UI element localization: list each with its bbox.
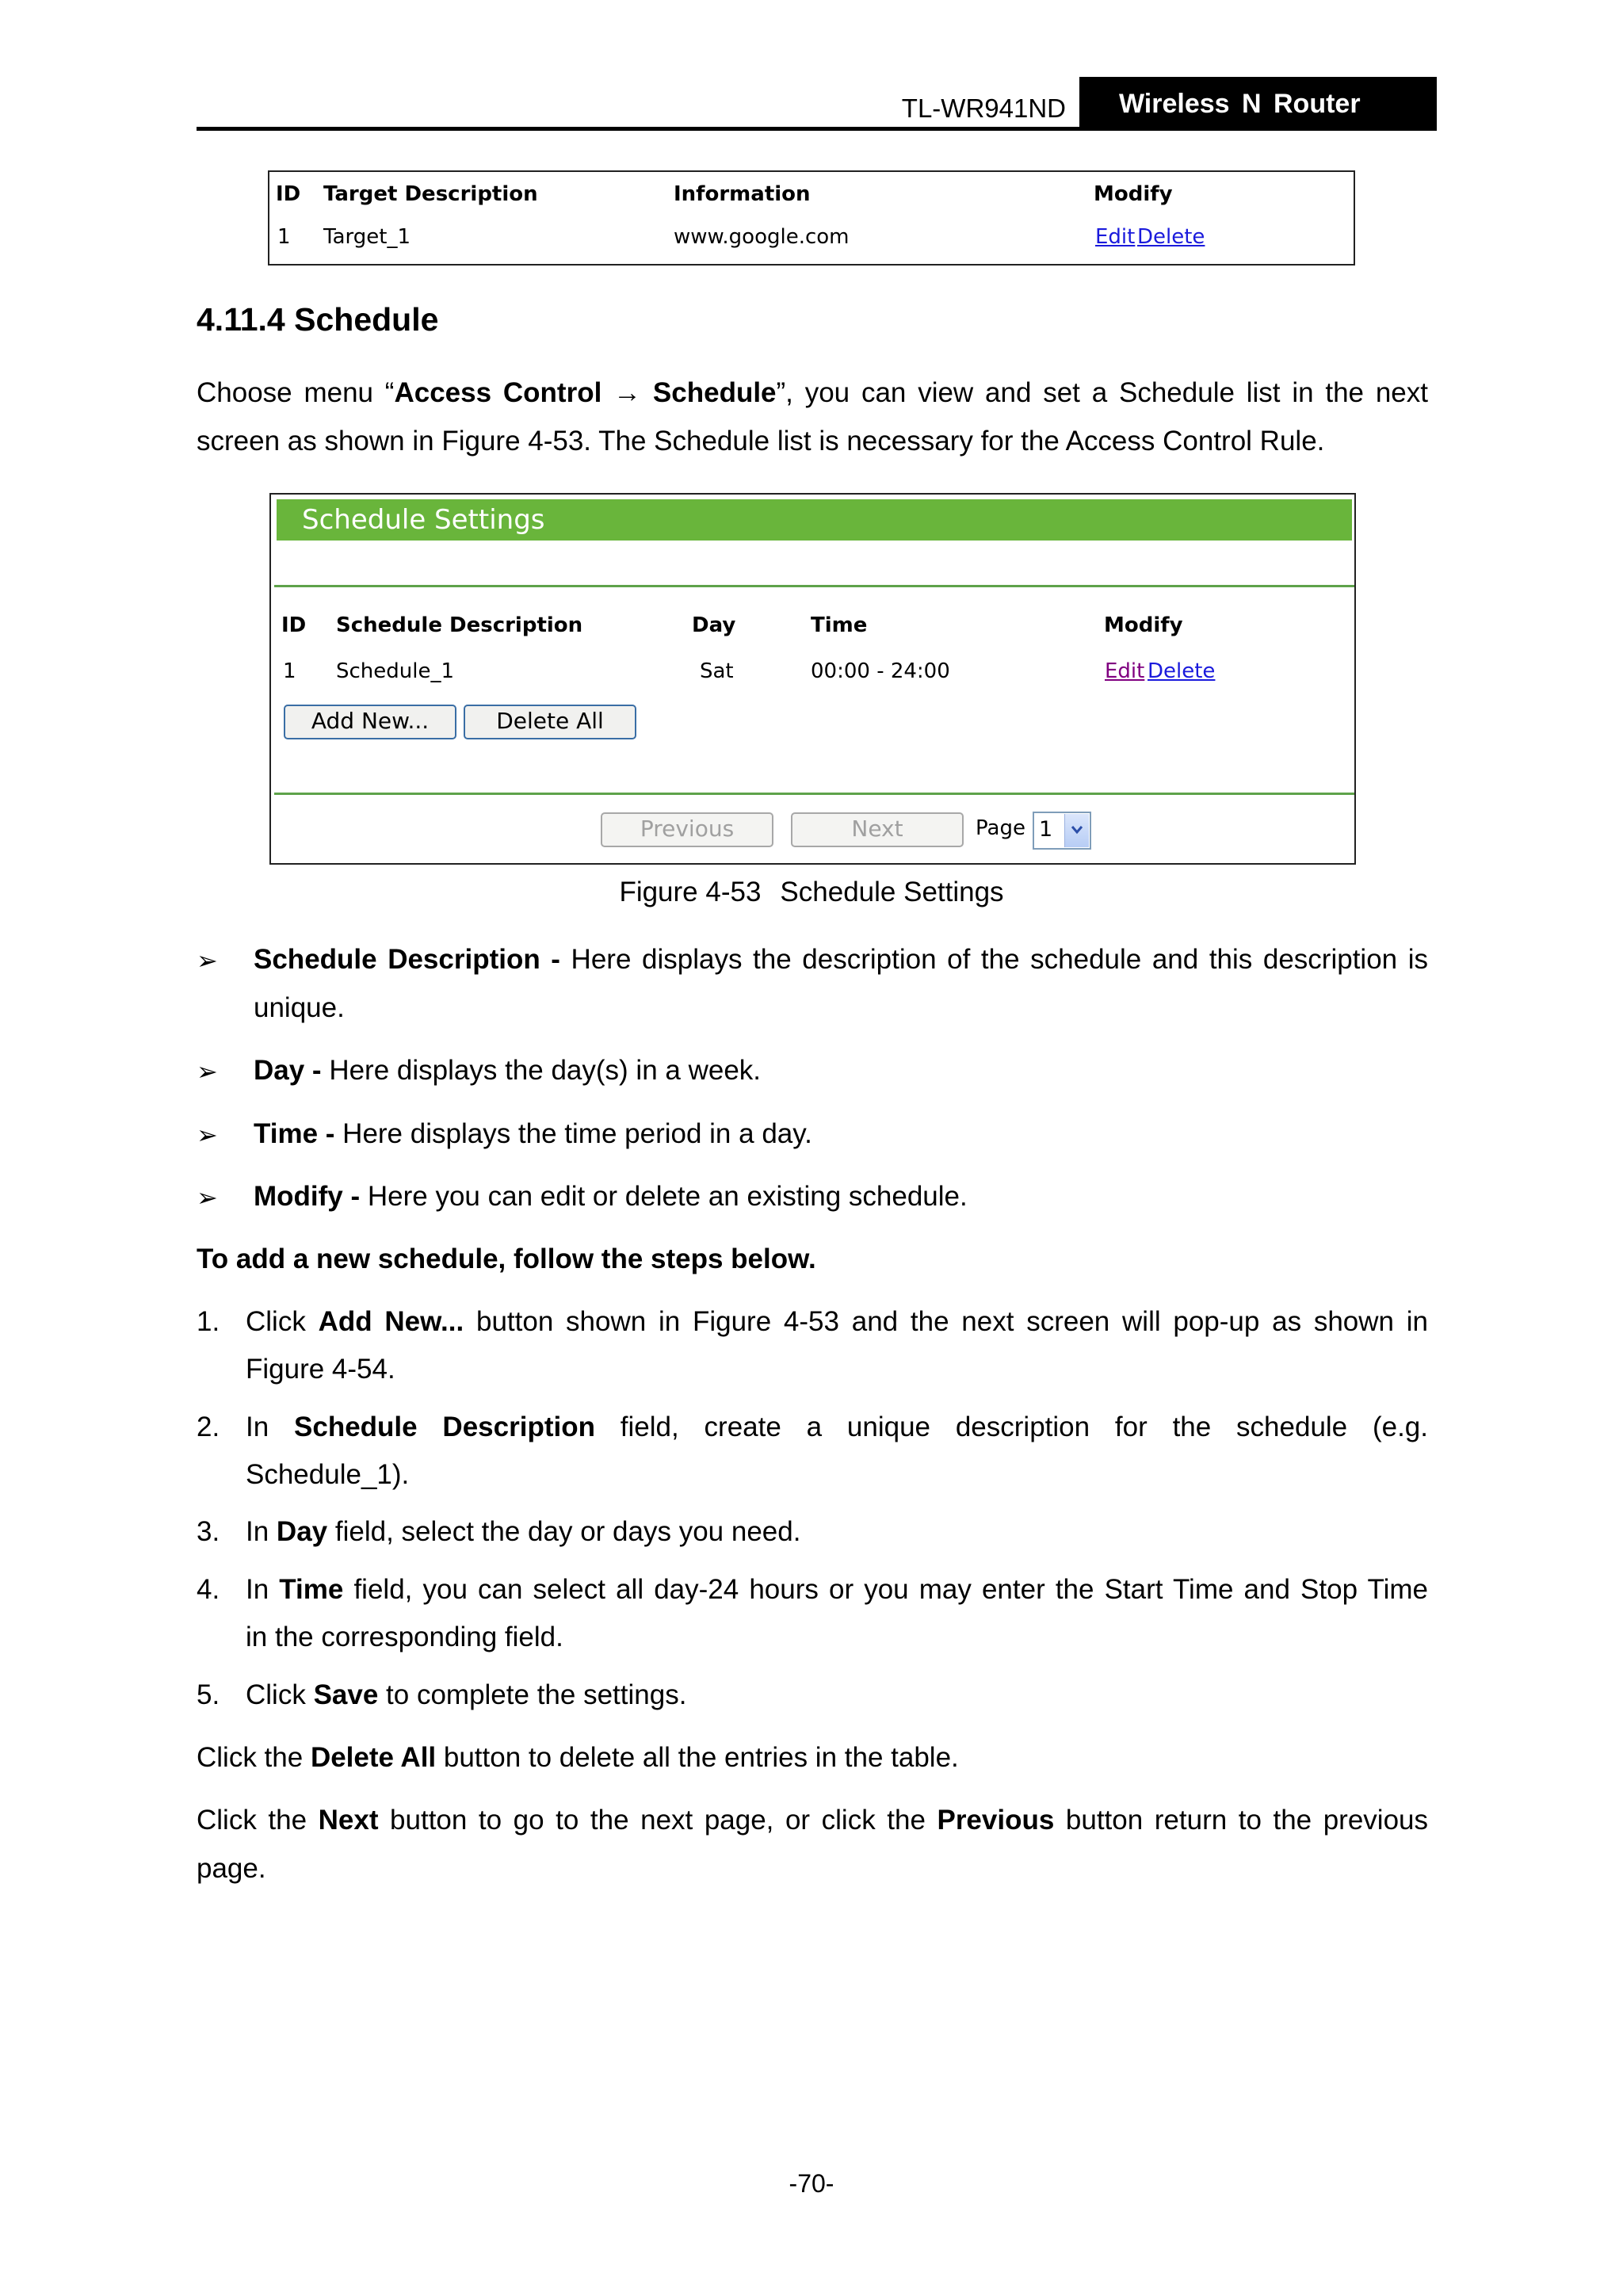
target-header-description: Target Description <box>323 182 538 206</box>
target-delete-link[interactable]: Delete <box>1137 225 1205 249</box>
next-previous-note-cont: page. <box>197 1853 266 1884</box>
step-2: In Schedule Description field, create a unique description for the schedule (e.g. <box>246 1412 1429 1442</box>
schedule-header-description: Schedule Description <box>336 613 583 637</box>
page-select[interactable] <box>1033 812 1091 850</box>
step-number: 4. <box>197 1574 220 1605</box>
schedule-row-day: Sat <box>700 659 734 683</box>
next-previous-note: Click the Next button to go to the next page, or click the Previous button return to the previous <box>197 1805 1428 1836</box>
schedule-settings-title: Schedule Settings <box>277 499 1352 541</box>
step-4-cont: in the corresponding field. <box>246 1622 563 1652</box>
section-heading <box>197 301 438 338</box>
schedule-header-day: Day <box>692 613 736 637</box>
page-label: Page <box>976 816 1025 840</box>
schedule-row-time: 00:00 - 24:00 <box>811 659 950 683</box>
target-header-information: Information <box>674 182 811 206</box>
schedule-header-modify: Modify <box>1104 613 1183 637</box>
figure-label: Figure 4-53 <box>619 877 762 907</box>
bullet-time: Time - Here displays the time period in a day. <box>254 1118 812 1149</box>
bullet-day: Day - Here displays the day(s) in a week. <box>254 1055 762 1086</box>
chevron-down-icon[interactable] <box>1064 814 1089 847</box>
step-1-cont: Figure 4-54. <box>246 1354 395 1385</box>
schedule-delete-link[interactable]: Delete <box>1148 659 1216 683</box>
bottom-divider <box>274 793 1354 795</box>
step-2-cont: Schedule_1). <box>246 1459 410 1490</box>
add-new-button[interactable]: Add New... <box>284 705 456 739</box>
steps-heading: To add a new schedule, follow the steps below. <box>197 1244 816 1274</box>
delete-all-button[interactable]: Delete All <box>464 705 636 739</box>
previous-button[interactable]: Previous <box>601 812 773 847</box>
intro-line-2: screen as shown in Figure 4-53. The Schedule list is necessary for the Access Control Rule. <box>197 426 1325 457</box>
bullet-modify: Modify - Here you can edit or delete an existing schedule. <box>254 1181 968 1212</box>
bullet-arrow-icon: ➢ <box>197 1121 218 1149</box>
schedule-row-id: 1 <box>283 659 296 683</box>
page-number: -70- <box>789 2169 834 2198</box>
schedule-header-time: Time <box>811 613 868 637</box>
bullet-schedule-description: Schedule Description - Here displays the description of the schedule and this description is <box>254 944 1428 975</box>
top-divider <box>274 585 1354 587</box>
figure-text: Schedule Settings <box>780 877 1004 907</box>
delete-all-note: Click the Delete All button to delete all the entries in the table. <box>197 1742 959 1773</box>
bullet-schedule-description-cont: unique. <box>254 992 345 1023</box>
page-select-value: 1 <box>1039 817 1053 842</box>
intro-line-1: Choose menu “Access Control → Schedule”, you can view and set a Schedule list in the next <box>197 377 1428 408</box>
target-row-information: www.google.com <box>674 225 850 249</box>
header-product-box: Wireless N Router <box>1079 77 1437 131</box>
header-rule <box>197 127 1437 131</box>
menu-schedule: Schedule <box>652 377 777 408</box>
step-1: Click Add New... button shown in Figure 4-53 and the next screen will pop-up as shown in <box>246 1306 1428 1337</box>
target-row-description: Target_1 <box>323 225 411 249</box>
bullet-arrow-icon: ➢ <box>197 1183 218 1212</box>
next-button[interactable]: Next <box>791 812 964 847</box>
step-5: Click Save to complete the settings. <box>246 1679 687 1710</box>
bullet-arrow-icon: ➢ <box>197 946 218 975</box>
schedule-row-description: Schedule_1 <box>336 659 455 683</box>
step-4: In Time field, you can select all day-24 hours or you may enter the Start Time and Stop Time <box>246 1574 1428 1605</box>
header-model: TL-WR941ND <box>901 94 1066 123</box>
schedule-header-id: ID <box>281 613 307 637</box>
target-row-id: 1 <box>277 225 291 249</box>
target-header-id: ID <box>276 182 301 206</box>
step-number: 3. <box>197 1516 220 1547</box>
schedule-edit-link[interactable]: Edit <box>1105 659 1145 683</box>
step-number: 5. <box>197 1679 220 1710</box>
section-number: 4.11.4 <box>197 301 285 338</box>
step-number: 2. <box>197 1412 220 1442</box>
menu-arrow-icon: → <box>613 377 642 408</box>
section-title: Schedule <box>294 301 439 338</box>
step-number: 1. <box>197 1306 220 1337</box>
menu-access-control: Access Control <box>394 377 602 408</box>
target-header-modify: Modify <box>1094 182 1173 206</box>
bullet-arrow-icon: ➢ <box>197 1057 218 1086</box>
figure-caption <box>0 877 1623 908</box>
step-3: In Day field, select the day or days you need. <box>246 1516 801 1547</box>
target-edit-link[interactable]: Edit <box>1095 225 1136 249</box>
